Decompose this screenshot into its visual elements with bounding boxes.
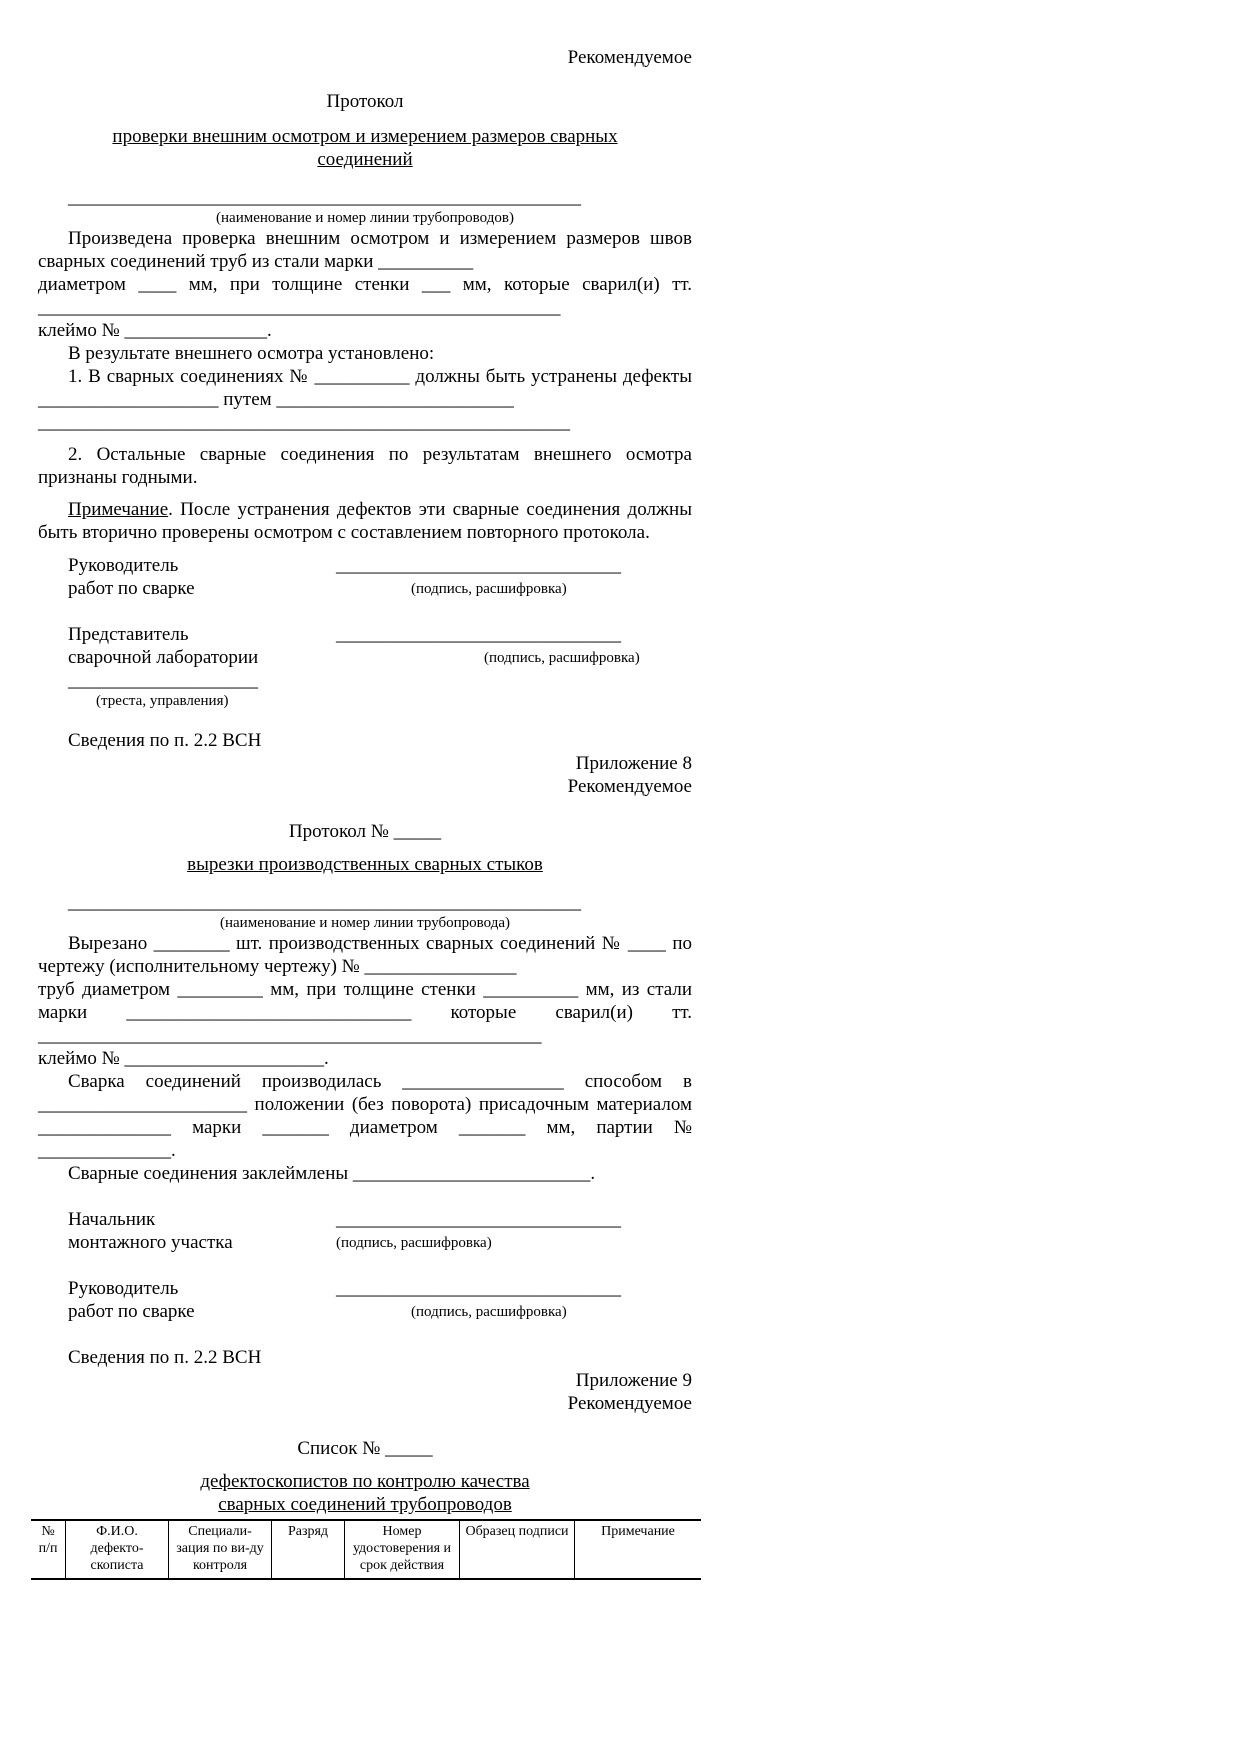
paragraph: 2. Остальные сварные соединения по результатам внешнего осмотра признаны годными. — [38, 444, 692, 488]
column-header: Разряд — [272, 1520, 345, 1579]
signature-line: ______________________________ — [336, 555, 621, 576]
paragraph: Произведена проверка внешним осмотром и измерением размеров швов сварных соединений труб из стали марки __________ — [38, 228, 692, 272]
signature-caption: (подпись, расшифровка) — [336, 1235, 492, 1251]
signature-label: сварочной лаборатории — [68, 647, 259, 668]
trust-line: ____________________ — [68, 670, 258, 691]
column-header: № п/п — [31, 1520, 66, 1579]
paragraph: труб диаметром _________ мм, при толщине стенки __________ мм, из стали марки ______________________________ которые сварил(и) тт. _____________________________________________________ — [38, 979, 692, 1046]
recommended-label: Рекомендуемое — [567, 1393, 692, 1414]
document-page — [38, 46, 692, 1580]
paragraph: 1. В сварных соединениях № __________ должны быть устранены дефекты ___________________ путем _________________________ — [38, 366, 692, 410]
source-note: Сведения по п. 2.2 ВСН — [68, 1347, 262, 1368]
table-header-row — [31, 1520, 701, 1579]
signature-line: ______________________________ — [336, 1278, 621, 1299]
paragraph: В результате внешнего осмотра установлено: — [68, 343, 435, 364]
paragraph: Сварка соединений производилась _________________ способом в ______________________ положении (без поворота) присадочным материалом ______________ марки _______ диаметром _______ мм, партии № ______________. — [38, 1071, 692, 1161]
inspectors-table — [31, 1519, 701, 1580]
protocol-subtitle: вырезки производственных сварных стыков — [187, 854, 543, 875]
paragraph: клеймо № _______________. — [38, 320, 272, 341]
signature-label: Представитель — [68, 624, 189, 645]
paragraph: диаметром ____ мм, при толщине стенки ___ мм, которые сварил(и) тт. _______________________________________________________ — [38, 274, 692, 318]
column-header: Ф.И.О. дефекто-скописта — [66, 1520, 169, 1579]
signature-caption: (подпись, расшифровка) — [411, 1304, 567, 1320]
signature-caption: (подпись, расшифровка) — [484, 650, 640, 666]
pipeline-name-blank: ______________________________________________________ — [68, 187, 581, 208]
signature-label: работ по сварке — [68, 1301, 195, 1322]
signature-label: монтажного участка — [68, 1232, 233, 1253]
column-header: Примечание — [575, 1520, 702, 1579]
paragraph: клеймо № _____________________. — [38, 1048, 329, 1069]
list-subtitle — [38, 1470, 692, 1516]
protocol-subtitle — [38, 125, 692, 171]
appendix-label: Приложение 9 — [575, 1370, 692, 1391]
signature-line: ______________________________ — [336, 624, 621, 645]
paragraph: ________________________________________________________ — [38, 412, 570, 433]
protocol-title: Протокол — [326, 91, 404, 112]
recommended-label: Рекомендуемое — [567, 776, 692, 797]
signature-block — [38, 1208, 692, 1254]
column-header: Специали-зация по ви-ду контроля — [169, 1520, 272, 1579]
signature-block — [38, 554, 692, 600]
paragraph: Вырезано ________ шт. производственных сварных соединений № ____ по чертежу (исполнительному чертежу) № ________________ — [38, 933, 692, 977]
column-header: Номер удостоверения и срок действия — [345, 1520, 460, 1579]
pipeline-name-caption: (наименование и номер линии трубопровода) — [220, 915, 510, 931]
note-text: . После устранения дефектов эти сварные соединения должны быть вторично проверены осмотром с составлением повторного протокола. — [38, 499, 692, 543]
signature-label: работ по сварке — [68, 578, 195, 599]
paragraph: Сварные соединения заклеймлены _________________________. — [68, 1163, 596, 1184]
trust-caption: (треста, управления) — [96, 693, 229, 709]
list-title: Список № _____ — [297, 1438, 433, 1459]
signature-block — [38, 623, 692, 710]
source-note: Сведения по п. 2.2 ВСН — [68, 730, 262, 751]
signature-label: Начальник — [68, 1209, 156, 1230]
signature-line: ______________________________ — [336, 1209, 621, 1230]
protocol-subtitle-line2: соединений — [317, 149, 413, 170]
pipeline-name-caption: (наименование и номер линии трубопроводов) — [216, 210, 514, 226]
note-label: Примечание — [68, 499, 169, 520]
note-paragraph — [38, 498, 692, 544]
list-subtitle-line1: дефектоскопистов по контролю качества — [200, 1471, 530, 1492]
signature-block — [38, 1277, 692, 1323]
protocol-subtitle-line1: проверки внешним осмотром и измерением размеров сварных — [112, 126, 618, 147]
column-header: Образец подписи — [460, 1520, 575, 1579]
recommended-label: Рекомендуемое — [567, 47, 692, 68]
signature-label: Руководитель — [68, 1278, 179, 1299]
list-subtitle-line2: сварных соединений трубопроводов — [218, 1494, 512, 1515]
appendix-label: Приложение 8 — [575, 753, 692, 774]
signature-caption: (подпись, расшифровка) — [411, 581, 567, 597]
signature-label: Руководитель — [68, 555, 179, 576]
protocol-title: Протокол № _____ — [288, 821, 442, 842]
pipeline-name-blank: ______________________________________________________ — [68, 892, 581, 913]
